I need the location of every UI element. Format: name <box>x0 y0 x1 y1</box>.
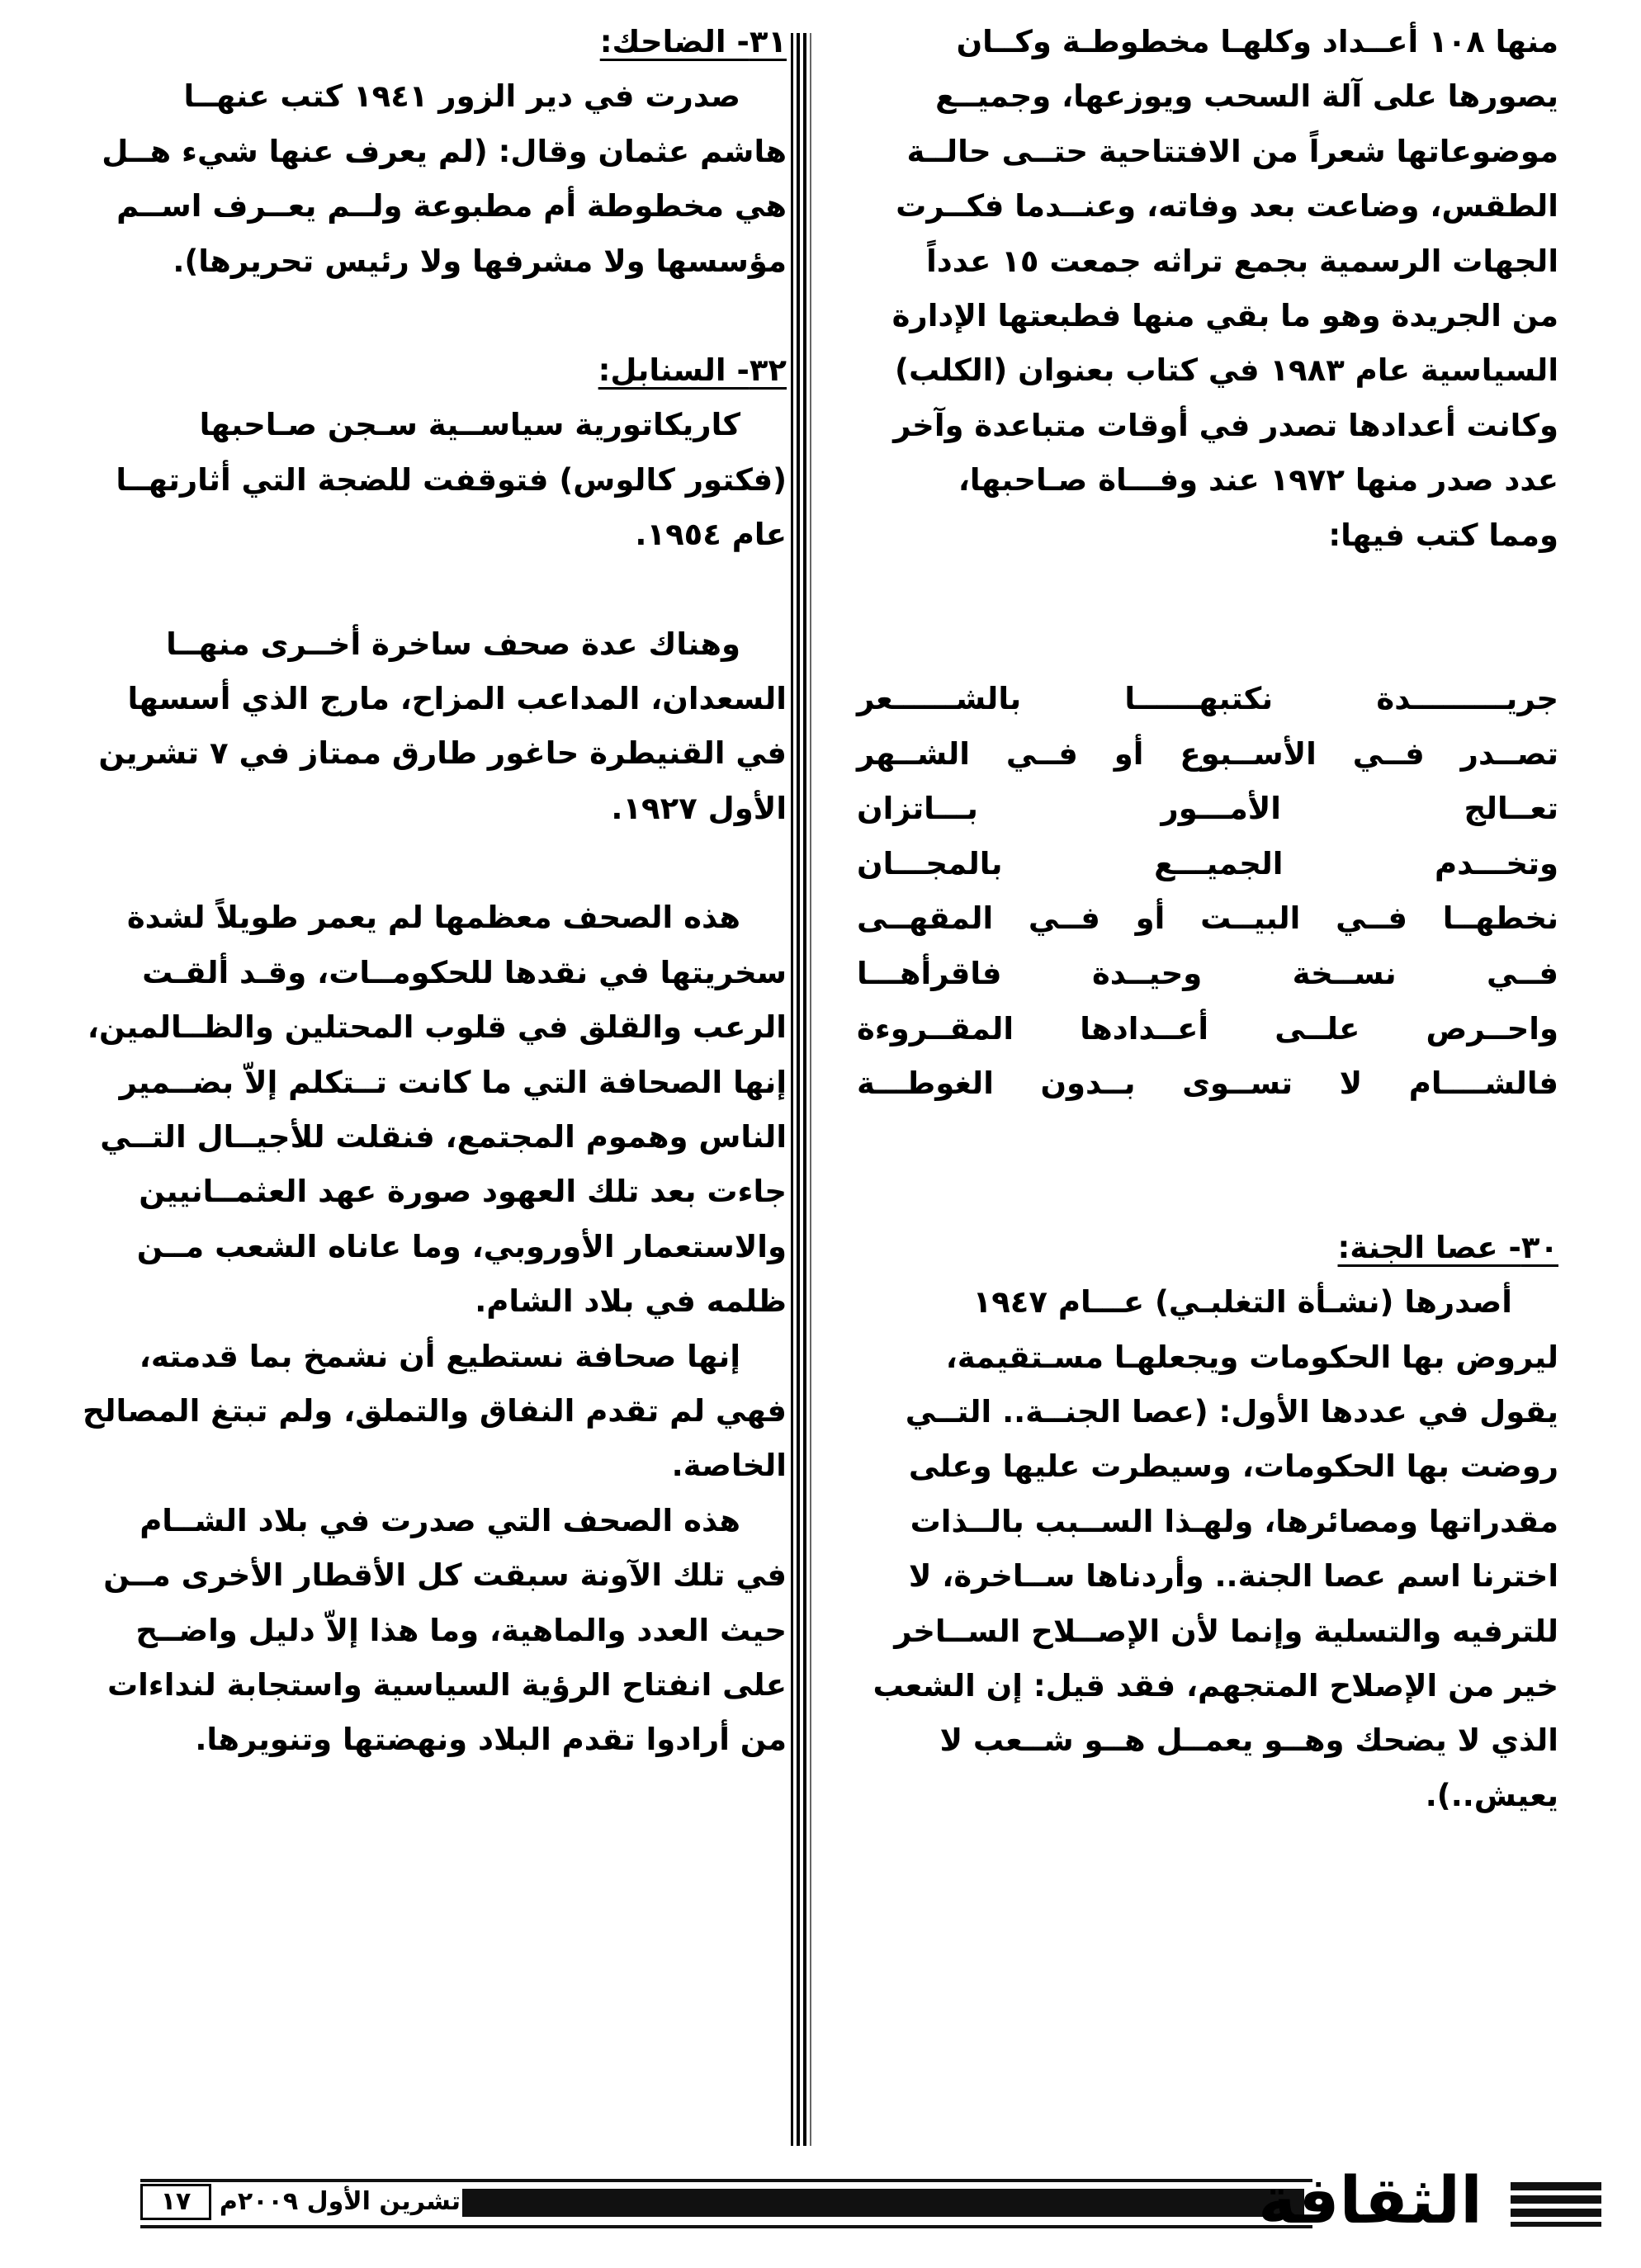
page-footer <box>0 2146 1641 2245</box>
section-heading-31: ٣١- الضاحك: <box>599 24 787 59</box>
text-line: هذه الصحف التي صدرت في بلاد الشــام <box>140 1502 740 1538</box>
text-line: الجهات الرسمية بجمع تراثه جمعت ١٥ عدداً <box>926 243 1558 279</box>
text-line: عدد صدر منها ١٩٧٢ عند وفـــاة صـاحبها، <box>958 462 1558 498</box>
text-line: روضت بها الحكومات، وسيطرت عليها وعلى <box>908 1448 1558 1485</box>
text-line: الرعب والقلق في قلوب المحتلين والظــالمين، <box>87 1009 787 1046</box>
paragraph-other-papers <box>48 617 787 837</box>
paragraph-proud <box>48 1330 787 1494</box>
poem-line: فــي نســخة وحيــدة فاقرأهـــا <box>857 956 1558 992</box>
poem-line: واحــرص علــى أعــدادها المقــروءة <box>857 1010 1558 1047</box>
spacer <box>48 289 787 343</box>
column-divider <box>791 33 812 2146</box>
text-line: صدرت في دير الزور ١٩٤١ كتب عنهــا <box>183 78 740 115</box>
section-32-body <box>48 398 787 562</box>
text-line: (فكتور كالوس) فتوقفت للضجة التي أثارتهــا <box>116 461 787 498</box>
intro-paragraph <box>857 15 1558 563</box>
page-number: ١٧ <box>140 2184 211 2220</box>
section-31-body <box>48 69 787 289</box>
text-line: الأول ١٩٢٧. <box>611 790 787 826</box>
footer-rule <box>140 2225 1312 2228</box>
spacer <box>857 1112 1558 1221</box>
text-line: موضوعاتها شعراً من الافتتاحية حتــى حالــة <box>906 133 1558 169</box>
poem-line: نخطهــا فــي البيــت أو فــي المقهــى <box>857 900 1558 937</box>
footer-rule <box>1511 2209 1601 2217</box>
section-heading-30: ٣٠- عصا الجنة: <box>1337 1229 1558 1265</box>
text-line: السعدان، المداعب المزاح، مارج الذي أسسها <box>127 681 787 717</box>
right-column <box>857 15 1558 1823</box>
text-line: في القنيطرة حاغور طارق ممتاز في ٧ تشرين <box>98 735 787 772</box>
poem-line: وتخـــدم الجميـــع بالمجـــان <box>857 845 1558 881</box>
poem-line: تعــالج الأمـــور بـــاتزان <box>857 791 1558 827</box>
text-line: ومما كتب فيها: <box>1328 517 1558 553</box>
poem-line: فالشــــام لا تســوى بــدون الغوطـــة <box>857 1065 1558 1102</box>
text-line: السياسية عام ١٩٨٣ في كتاب بعنوان (الكلب) <box>895 352 1558 389</box>
text-line: خير من الإصلاح المتجهم، فقد قيل: إن الشعب <box>873 1668 1558 1704</box>
text-line: من الجريدة وهو ما بقي منها فطبعتها الإدارة <box>891 298 1558 334</box>
text-line: على انفتاح الرؤية السياسية واستجابة لنداءات <box>106 1666 787 1703</box>
footer-rule <box>1511 2195 1601 2204</box>
text-line: هي مخطوطة أم مطبوعة ولــم يعــرف اســم <box>116 188 787 224</box>
text-line: إنها صحافة نستطيع أن نشمخ بما قدمته، <box>139 1338 740 1374</box>
text-line: أصدرها (نشـأة التغلبـي) عـــام ١٩٤٧ <box>972 1284 1512 1321</box>
text-line: الذي لا يضحك وهــو يعمــل هــو شــعب لا <box>939 1722 1558 1759</box>
text-line: حيث العدد والماهية، وما هذا إلاّ دليل واضــح <box>135 1612 787 1648</box>
text-line: في تلك الآونة سبقت كل الأقطار الأخرى مــن <box>103 1557 787 1594</box>
section-heading-32: ٣٢- السنابل: <box>598 352 787 389</box>
text-line: كاريكاتورية سياســية سـجن صـاحبها <box>199 407 740 443</box>
text-line: فهي لم تقدم النفاق والتملق، ولم تبتغ المصالح <box>82 1392 787 1429</box>
text-line: للترفيه والتسلية وإنما لأن الإصــلاح الســاخر <box>894 1613 1558 1649</box>
text-line: منها ١٠٨ أعــداد وكلهـا مخطوطـة وكــان <box>956 24 1558 59</box>
footer-bar <box>462 2189 1304 2217</box>
text-line: جاءت بعد تلك العهود صورة عهد العثمــانيين <box>139 1174 787 1210</box>
spacer <box>857 563 1558 672</box>
left-column <box>48 15 787 1768</box>
magazine-logo: الثقافة <box>1258 2164 1483 2238</box>
text-line: من أرادوا تقدم البلاد ونهضتها وتنويرها. <box>195 1722 787 1758</box>
text-line: يصورها على آلة السحب ويوزعها، وجميــع <box>935 78 1558 115</box>
poem-line: تصــدر فــي الأســبوع أو فــي الشــهر <box>857 735 1558 772</box>
spacer <box>48 563 787 617</box>
text-line: سخريتها في نقدها للحكومــات، وقـد ألقـت <box>142 954 787 990</box>
text-line: إنها الصحافة التي ما كانت تــتكلم إلاّ بضــمير <box>119 1064 787 1100</box>
paragraph-first <box>48 1494 787 1768</box>
text-line: ظلمه في بلاد الشام. <box>475 1283 787 1320</box>
footer-rule <box>140 2179 1312 2182</box>
text-line: وكانت أعدادها تصدر في أوقات متباعدة وآخر <box>893 407 1558 443</box>
text-line: يعيش..). <box>1425 1777 1558 1813</box>
text-line: مؤسسها ولا مشرفها ولا رئيس تحريرها). <box>173 243 787 279</box>
text-line: الخاصة. <box>671 1448 787 1484</box>
paragraph-short-lived <box>48 891 787 1329</box>
footer-rule <box>1511 2222 1601 2227</box>
text-line: الناس وهموم المجتمع، فنقلت للأجيــال التــي <box>100 1118 787 1155</box>
poem <box>857 672 1558 1112</box>
text-line: اخترنا اسم عصا الجنة.. وأردناها ســاخرة، لا <box>908 1558 1558 1595</box>
text-line: هذه الصحف معظمها لم يعمر طويلاً لشدة <box>126 900 740 936</box>
text-line: هاشم عثمان وقال: (لم يعرف عنها شيء هــل <box>102 133 787 169</box>
text-line: والاستعمار الأوروبي، وما عاناه الشعب مــن <box>136 1228 787 1264</box>
poem-line: جريـــــــــدة نكتبهــــــا بالشــــــعر <box>857 681 1558 717</box>
text-line: ليروض بها الحكومات ويجعلهـا مسـتقيمة، <box>945 1339 1558 1375</box>
spacer <box>48 836 787 891</box>
section-30-body <box>857 1275 1558 1823</box>
text-line: عام ١٩٥٤. <box>635 517 787 553</box>
text-line: مقدراتها ومصائرها، ولهـذا الســبب بالــذات <box>910 1503 1558 1539</box>
text-line: يقول في عددها الأول: (عصا الجنــة.. التــي <box>905 1394 1558 1430</box>
issue-date: تشرين الأول ٢٠٠٩م <box>219 2187 461 2216</box>
footer-rule <box>1511 2182 1601 2190</box>
text-line: الطقس، وضاعت بعد وفاته، وعنــدما فكــرت <box>896 188 1558 224</box>
text-line: وهناك عدة صحف ساخرة أخــرى منهــا <box>166 626 740 662</box>
